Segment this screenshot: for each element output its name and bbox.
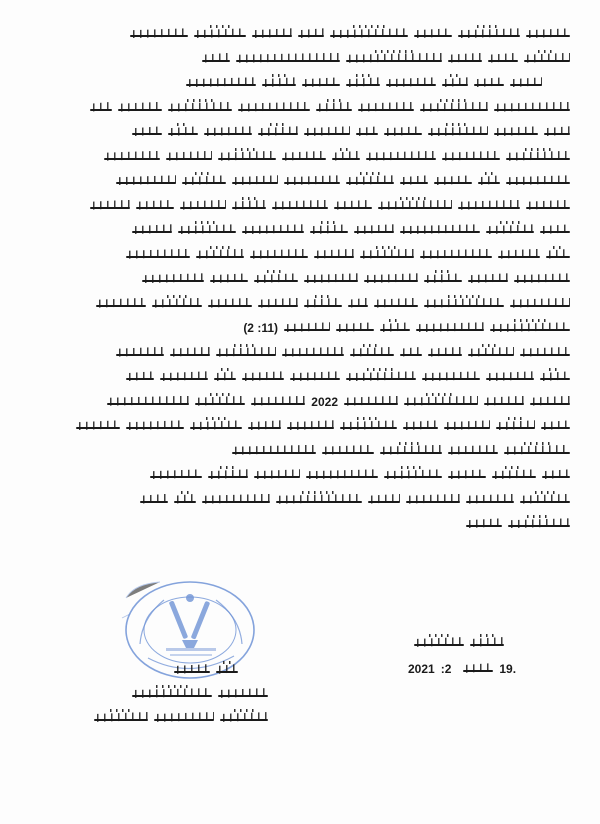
script-word [468, 273, 508, 285]
script-word [90, 102, 112, 114]
script-word [204, 126, 252, 138]
script-word [366, 151, 436, 163]
script-word [466, 518, 502, 530]
script-word [306, 469, 378, 481]
text-line [70, 341, 570, 366]
script-word [420, 249, 492, 261]
text-line [70, 96, 570, 121]
script-word [250, 249, 308, 261]
script-word [374, 298, 418, 310]
text-line [70, 488, 570, 513]
script-word [126, 371, 154, 383]
script-word [468, 347, 514, 359]
script-word [356, 126, 378, 138]
script-word [346, 175, 394, 187]
script-word [314, 249, 354, 261]
text-line [70, 71, 570, 96]
script-word [466, 494, 514, 506]
script-word [400, 224, 480, 236]
script-word [404, 396, 478, 408]
date-line [408, 656, 548, 682]
text-line [70, 463, 570, 488]
script-word [494, 102, 570, 114]
script-word [416, 322, 484, 334]
script-word [136, 200, 174, 212]
script-word [458, 28, 520, 40]
script-word [252, 28, 292, 40]
script-word [530, 396, 570, 408]
script-word [202, 494, 270, 506]
script-word [258, 126, 298, 138]
script-word [378, 200, 452, 212]
script-word [195, 396, 245, 408]
script-word [310, 224, 348, 236]
script-word [276, 494, 362, 506]
script-word [524, 53, 570, 65]
script-word [384, 469, 442, 481]
script-word [208, 469, 248, 481]
script-word [254, 469, 300, 481]
script-word [118, 102, 162, 114]
script-word [214, 371, 236, 383]
script-word [490, 322, 570, 334]
script-word [242, 371, 284, 383]
signature-block [88, 658, 268, 730]
script-word [282, 151, 326, 163]
signature-line [88, 658, 268, 682]
script-word [142, 273, 204, 285]
script-word [358, 102, 414, 114]
script-word [336, 322, 374, 334]
script-word [116, 347, 164, 359]
script-word [403, 420, 438, 432]
script-word [194, 28, 246, 40]
script-word [262, 77, 296, 89]
script-word [132, 688, 212, 700]
script-word [510, 298, 570, 310]
script-word [380, 445, 442, 457]
script-word [304, 126, 350, 138]
script-word [76, 420, 120, 432]
script-word [132, 126, 162, 138]
text-line [70, 439, 570, 464]
script-word [520, 347, 570, 359]
text-line [70, 390, 570, 415]
script-word [340, 420, 398, 432]
script-word [304, 273, 358, 285]
script-word [541, 420, 570, 432]
text-line [70, 169, 570, 194]
script-word [132, 224, 172, 236]
numeric-reference: (2 :11) [243, 321, 278, 336]
script-word [350, 347, 394, 359]
script-word [282, 347, 344, 359]
script-word [488, 53, 518, 65]
script-word [178, 224, 236, 236]
script-word [494, 126, 538, 138]
script-word [290, 371, 340, 383]
script-word [448, 53, 482, 65]
script-word [107, 396, 189, 408]
script-word [434, 175, 472, 187]
month-number: :2 [440, 662, 452, 676]
script-word [174, 664, 210, 676]
script-word [542, 469, 570, 481]
script-word [414, 28, 452, 40]
script-word [444, 420, 490, 432]
script-word [514, 273, 570, 285]
script-word [170, 347, 210, 359]
text-line [70, 267, 570, 292]
script-word [104, 151, 160, 163]
script-word [424, 273, 462, 285]
script-word [166, 151, 212, 163]
script-word [406, 494, 460, 506]
script-word [414, 637, 464, 649]
script-word [368, 494, 400, 506]
script-word [90, 200, 130, 212]
script-word [168, 102, 232, 114]
script-word [478, 175, 500, 187]
script-word [202, 53, 230, 65]
text-line [70, 120, 570, 145]
script-word [544, 126, 570, 138]
script-word [216, 347, 276, 359]
script-word [196, 249, 244, 261]
script-word [346, 53, 442, 65]
script-word [540, 371, 570, 383]
script-word [182, 175, 226, 187]
script-word [302, 77, 340, 89]
script-word [238, 102, 310, 114]
text-line [70, 512, 570, 537]
script-word [448, 445, 498, 457]
script-word [220, 712, 268, 724]
script-word [174, 494, 196, 506]
script-word [150, 469, 202, 481]
date-value [408, 662, 516, 676]
script-word [354, 224, 394, 236]
script-word [232, 175, 278, 187]
script-word [251, 396, 305, 408]
script-word [422, 371, 480, 383]
script-word [424, 298, 504, 310]
script-word [284, 175, 340, 187]
letter-body [70, 22, 570, 537]
script-word [126, 249, 190, 261]
script-word [180, 200, 226, 212]
place-line [408, 630, 548, 656]
text-line [70, 47, 570, 72]
script-word [508, 518, 570, 530]
script-word [298, 28, 324, 40]
script-word [242, 224, 304, 236]
script-word [258, 298, 298, 310]
script-word [304, 298, 342, 310]
script-word [334, 200, 372, 212]
month-word [463, 663, 493, 675]
day-number: 19. [499, 662, 517, 676]
script-word [248, 420, 281, 432]
script-word [116, 175, 176, 187]
script-word [384, 126, 422, 138]
script-word [168, 126, 198, 138]
script-word [232, 445, 316, 457]
script-word [186, 77, 256, 89]
script-word [218, 688, 268, 700]
script-word [316, 102, 352, 114]
script-word [380, 322, 410, 334]
script-word [526, 200, 570, 212]
script-word [154, 712, 214, 724]
script-word [400, 175, 428, 187]
script-word [364, 273, 418, 285]
script-word [210, 273, 248, 285]
script-word [428, 126, 488, 138]
script-word [420, 102, 488, 114]
script-word [330, 28, 408, 40]
text-line [70, 292, 570, 317]
script-word [498, 249, 540, 261]
date-and-place [408, 630, 548, 682]
script-word [506, 175, 570, 187]
script-word [152, 298, 202, 310]
text-line [70, 145, 570, 170]
script-word [526, 28, 570, 40]
script-word [546, 249, 570, 261]
script-word [346, 77, 380, 89]
script-word [130, 28, 188, 40]
script-word [94, 712, 148, 724]
script-word [190, 420, 242, 432]
script-word [442, 151, 500, 163]
script-word [386, 77, 436, 89]
script-word [458, 200, 520, 212]
signature-line [88, 682, 268, 706]
script-word [332, 151, 360, 163]
script-word [474, 77, 504, 89]
script-word [348, 298, 368, 310]
script-word [344, 396, 398, 408]
text-line [70, 365, 570, 390]
script-word [216, 664, 238, 676]
script-word [448, 469, 486, 481]
script-word [428, 347, 462, 359]
script-word [504, 445, 570, 457]
script-word [360, 249, 414, 261]
script-word [96, 298, 146, 310]
signature-line [88, 706, 268, 730]
script-word [486, 224, 534, 236]
script-word [510, 77, 542, 89]
script-word [218, 151, 276, 163]
script-word [208, 298, 252, 310]
script-word [492, 469, 536, 481]
script-word [126, 420, 184, 432]
script-word [496, 420, 535, 432]
script-word [254, 273, 298, 285]
script-word [322, 445, 374, 457]
text-line [70, 22, 570, 47]
text-line [70, 218, 570, 243]
script-word [506, 151, 570, 163]
script-word [486, 371, 534, 383]
text-line [70, 243, 570, 268]
script-word [520, 494, 570, 506]
script-word [140, 494, 168, 506]
script-word [160, 371, 208, 383]
script-word [400, 347, 422, 359]
script-word [470, 637, 504, 649]
year-number: 2021 [408, 662, 435, 676]
script-word [346, 371, 416, 383]
text-line [70, 316, 570, 341]
numeric-reference: 2022 [311, 394, 338, 409]
script-word [540, 224, 570, 236]
script-word [287, 420, 333, 432]
text-line [70, 414, 570, 439]
script-word [232, 200, 266, 212]
script-word [272, 200, 328, 212]
script-word [284, 322, 330, 334]
text-line [70, 194, 570, 219]
script-word [484, 396, 524, 408]
script-word [442, 77, 468, 89]
script-word [236, 53, 340, 65]
